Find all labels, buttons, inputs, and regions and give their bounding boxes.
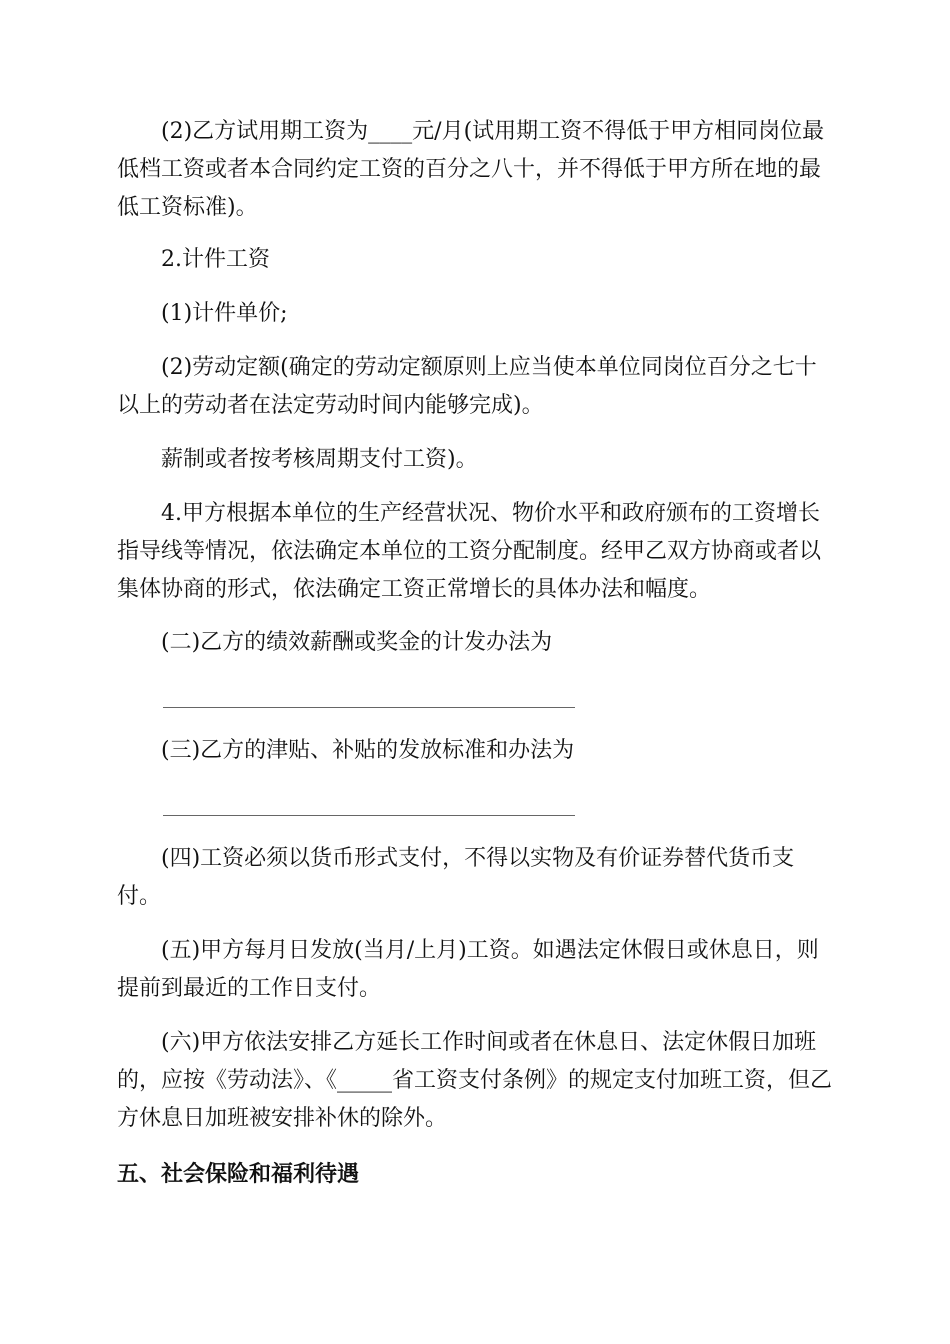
fill-in-blank-line bbox=[163, 815, 575, 816]
paragraph-piece-unit-price: (1)计件单价; bbox=[161, 301, 288, 326]
paragraph-performance-bonus: (二)乙方的绩效薪酬或奖金的计发办法为 bbox=[161, 630, 553, 655]
paragraph-wage-distribution: 4.甲方根据本单位的生产经营状况、物价水平和政府颁布的工资增长指导线等情况，依法确定本单位的工资分配制度。经甲乙双方协商或者以集体协商的形式，依法确定工资正常增长的具体办法和幅度。 bbox=[117, 501, 822, 602]
paragraph-probation-wage: (2)乙方试用期工资为____元/月(试用期工资不得低于甲方相同岗位最低档工资或者本合同约定工资的百分之八十，并不得低于甲方所在地的最低工资标准)。 bbox=[117, 119, 825, 220]
paragraph-overtime-pay: (六)甲方依法安排乙方延长工作时间或者在休息日、法定休假日加班的，应按《劳动法》、《_____省工资支付条例》的规定支付加班工资，但乙方休息日加班被安排补休的除外。 bbox=[117, 1030, 833, 1131]
paragraph-labor-quota: (2)劳动定额(确定的劳动定额原则上应当使本单位同岗位百分之七十以上的劳动者在法定劳动时间内能够完成)。 bbox=[117, 355, 817, 418]
section-heading: 五、社会保险和福利待遇 bbox=[117, 1161, 360, 1187]
paragraph-currency-payment: (四)工资必须以货币形式支付，不得以实物及有价证券替代货币支付。 bbox=[117, 846, 795, 909]
fill-in-blank-line bbox=[163, 707, 575, 708]
paragraph-pay-date: (五)甲方每月日发放(当月/上月)工资。如遇法定休假日或休息日，则提前到最近的工作日支付。 bbox=[117, 938, 819, 1001]
paragraph-salary-cycle: 薪制或者按考核周期支付工资)。 bbox=[161, 447, 478, 472]
paragraph-allowance: (三)乙方的津贴、补贴的发放标准和办法为 bbox=[161, 738, 575, 763]
paragraph-piece-wage-title: 2.计件工资 bbox=[161, 247, 270, 272]
